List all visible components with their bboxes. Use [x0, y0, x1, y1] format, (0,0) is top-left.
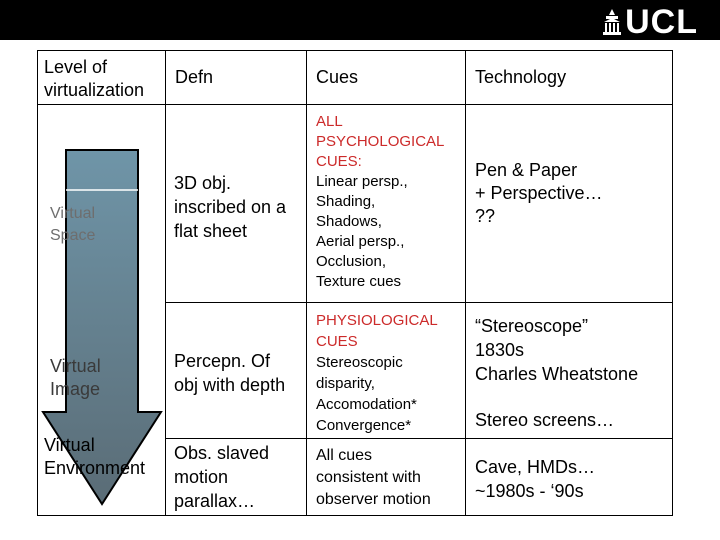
header-cues: Cues	[316, 67, 359, 87]
tech-row3: Cave, HMDs… ~1980s - ‘90s	[475, 457, 596, 501]
defn-row2: Percepn. Of obj with depth	[174, 351, 286, 395]
logo-text: UCL	[625, 3, 698, 41]
cues-row1: ALL PSYCHOLOGICAL CUES: Linear persp., Shading, Shadows, Aerial persp., Occlusion, Texture cues	[316, 113, 445, 290]
header-level: Level of virtualization	[44, 57, 145, 100]
tech-row2: “Stereoscope” 1830s Charles Wheatstone	[475, 316, 639, 384]
level-virtual-image: Virtual Image	[50, 356, 101, 399]
header-defn: Defn	[175, 67, 214, 87]
tech-row1: Pen & Paper + Perspective… ??	[475, 160, 603, 226]
level-virtual-environment: Virtual Environment	[44, 435, 146, 478]
tech-row2-extra: Stereo screens…	[475, 410, 615, 430]
cues-row2: PHYSIOLOGICAL CUES Stereoscopic disparity, Accomodation* Convergence*	[316, 312, 438, 434]
defn-row1: 3D obj. inscribed on a flat sheet	[174, 173, 287, 241]
cues-row3: All cues consistent with observer motion	[316, 447, 431, 508]
header-technology: Technology	[475, 67, 567, 87]
defn-row3: Obs. slaved motion parallax…	[174, 443, 270, 511]
level-virtual-space: Virtual Space	[50, 205, 96, 244]
